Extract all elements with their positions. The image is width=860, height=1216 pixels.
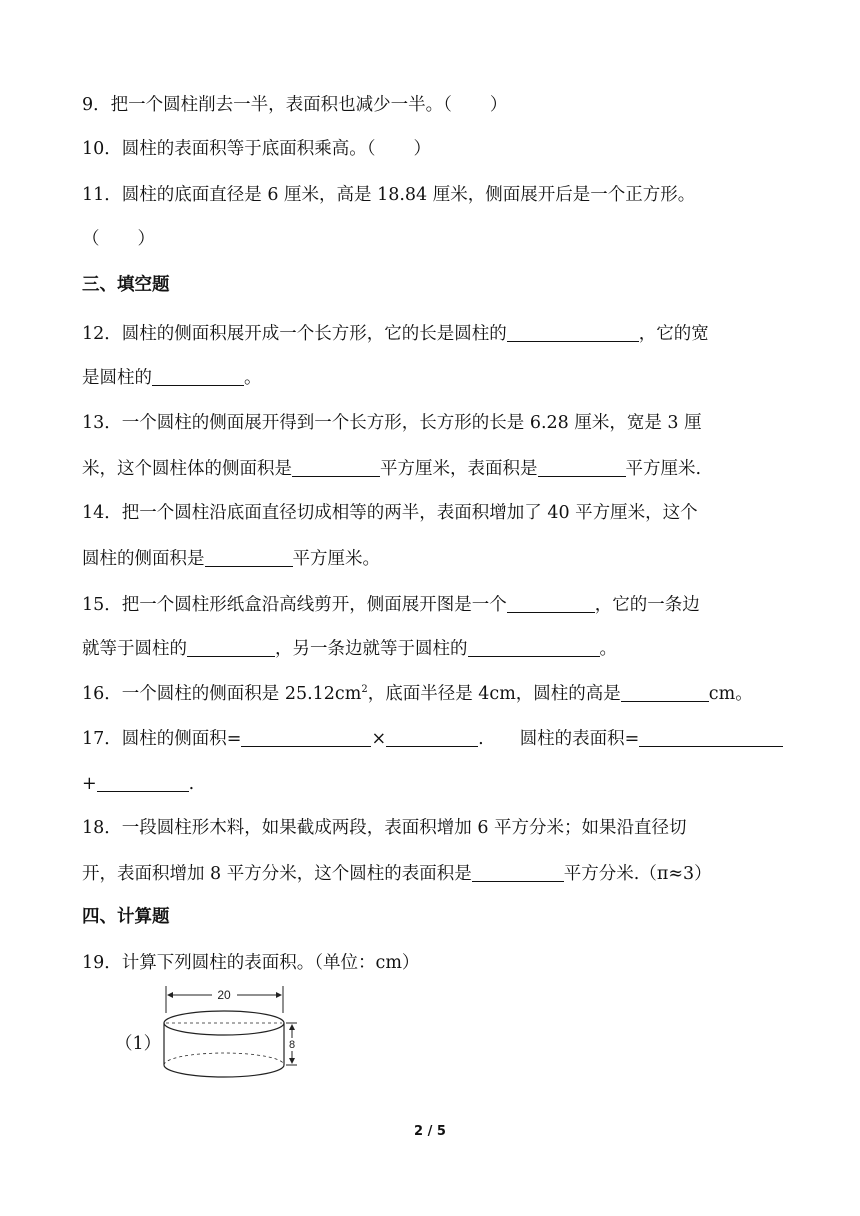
question-12-text-c: 是圆柱的 — [82, 368, 152, 388]
question-14-line2 — [82, 546, 790, 571]
answer-blank[interactable] — [621, 681, 709, 702]
question-16-text-c: cm。 — [708, 684, 753, 704]
answer-blank[interactable] — [187, 636, 275, 657]
question-10-text: 10．圆柱的表面积等于底面积乘高。（ — [82, 139, 376, 159]
question-15-line2 — [82, 636, 790, 661]
question-19 — [82, 951, 790, 975]
question-12-line2 — [82, 365, 790, 390]
diameter-label: 20 — [217, 988, 231, 1002]
period: . — [188, 774, 195, 794]
question-11-paren-open: （ — [82, 229, 100, 249]
question-12-text-a: 12．圆柱的侧面积展开成一个长方形，它的长是圆柱的 — [82, 324, 507, 344]
question-11-paren-close: ） — [137, 229, 155, 249]
question-13-text-b: 米，这个圆柱体的侧面积是 — [82, 459, 292, 479]
question-18-line2 — [82, 861, 790, 886]
question-11 — [82, 183, 790, 207]
question-17-text-a: 17．圆柱的侧面积= — [82, 729, 242, 749]
question-9-text: 9．把一个圆柱削去一半，表面积也减少一半。（ — [82, 95, 452, 115]
section-3-title: 三、填空题 — [82, 275, 170, 295]
question-19-text: 19．计算下列圆柱的表面积。（单位：cm） — [82, 953, 420, 973]
answer-blank[interactable] — [386, 726, 478, 747]
answer-blank[interactable] — [538, 456, 626, 477]
period: . — [478, 729, 484, 749]
question-15-text-e: 。 — [599, 639, 617, 659]
question-11-text: 11．圆柱的底面直径是 6 厘米，高是 18.84 厘米，侧面展开后是一个正方形。 — [82, 185, 696, 205]
question-14-text-c: 平方厘米。 — [292, 549, 380, 569]
times-sign: × — [371, 729, 387, 749]
cylinder-top — [164, 1011, 284, 1035]
answer-blank[interactable] — [205, 546, 293, 567]
question-16 — [82, 681, 790, 706]
question-18-text-b: 开，表面积增加 8 平方分米，这个圆柱的表面积是 — [82, 864, 472, 884]
question-12-text-b: ，它的宽 — [638, 324, 709, 344]
question-15-text-b: ，它的一条边 — [594, 595, 700, 615]
question-15-text-a: 15．把一个圆柱形纸盒沿高线剪开，侧面展开图是一个 — [82, 595, 507, 615]
question-18-text-a: 18．一段圆柱形木料，如果截成两段，表面积增加 6 平方分米；如果沿直径切 — [82, 818, 687, 838]
question-17 — [82, 726, 790, 751]
question-9 — [82, 93, 790, 117]
question-17-line2 — [82, 771, 790, 796]
question-15-text-c: 就等于圆柱的 — [82, 639, 187, 659]
cylinder-bottom-back — [164, 1053, 284, 1065]
question-14-text-b: 圆柱的侧面积是 — [82, 549, 205, 569]
answer-blank[interactable] — [472, 861, 564, 882]
answer-blank[interactable] — [152, 365, 244, 386]
plus-sign: + — [82, 774, 97, 794]
question-13-text-d: 平方厘米. — [625, 459, 702, 479]
question-16-text-b: ，底面半径是 4cm，圆柱的高是 — [367, 684, 621, 704]
question-17-text-b: 圆柱的表面积= — [519, 729, 640, 749]
question-15-text-d: ，另一条边就等于圆柱的 — [275, 639, 468, 659]
question-10 — [82, 137, 790, 161]
superscript-2: 2 — [361, 684, 368, 695]
question-10-paren: ） — [413, 139, 432, 159]
cylinder-diagram — [155, 983, 305, 1083]
question-14 — [82, 501, 790, 525]
height-label: 8 — [288, 1039, 296, 1051]
question-13-text-c: 平方厘米，表面积是 — [380, 459, 538, 479]
answer-blank[interactable] — [292, 456, 380, 477]
cylinder-bottom-front — [164, 1065, 284, 1077]
question-18-text-c: 平方分米.（π≈3） — [563, 864, 712, 884]
answer-blank[interactable] — [468, 636, 600, 657]
section-4-title: 四、计算题 — [82, 907, 170, 927]
question-13 — [82, 411, 790, 435]
question-14-text-a: 14．把一个圆柱沿底面直径切成相等的两半，表面积增加了 40 平方厘米，这个 — [82, 503, 698, 523]
sub-question-label: （1） — [115, 1034, 162, 1054]
answer-blank[interactable] — [507, 592, 595, 613]
question-12 — [82, 321, 790, 346]
answer-blank[interactable] — [507, 321, 639, 342]
answer-blank[interactable] — [639, 726, 783, 747]
question-18 — [82, 816, 790, 840]
question-16-text-a: 16．一个圆柱的侧面积是 25.12cm — [82, 684, 362, 704]
question-13-line2 — [82, 456, 790, 481]
question-11-answer — [82, 227, 790, 251]
answer-blank[interactable] — [241, 726, 371, 747]
page-number: 2 / 5 — [414, 1124, 446, 1139]
answer-blank[interactable] — [97, 771, 189, 792]
question-12-text-d: 。 — [244, 368, 262, 388]
question-15 — [82, 592, 790, 617]
question-13-text-a: 13．一个圆柱的侧面展开得到一个长方形，长方形的长是 6.28 厘米，宽是 3 厘 — [82, 413, 702, 433]
question-9-paren: ） — [489, 95, 508, 115]
cylinder-figure — [155, 983, 305, 1087]
